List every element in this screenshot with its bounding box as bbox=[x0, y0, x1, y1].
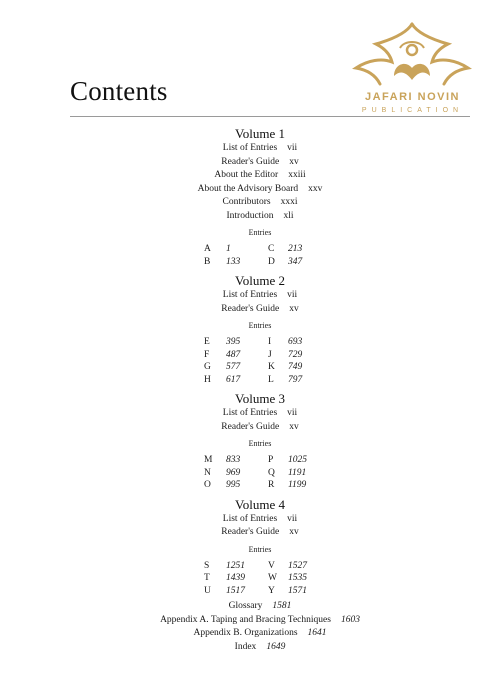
entries-label: Entries bbox=[248, 544, 272, 554]
volume-section bbox=[150, 391, 370, 492]
entries-row bbox=[150, 336, 370, 349]
entry-page: 1527 bbox=[288, 560, 307, 571]
volume-heading: Volume 4 bbox=[235, 496, 285, 512]
entry-letter[interactable]: W bbox=[268, 573, 277, 583]
entry-letter[interactable]: F bbox=[204, 349, 210, 360]
entry-page: 617 bbox=[226, 374, 241, 385]
toc-page: 1641 bbox=[307, 628, 327, 638]
toc-page: 1603 bbox=[340, 614, 360, 625]
entries-label: Entries bbox=[248, 439, 272, 448]
toc-page: xxv bbox=[308, 183, 323, 194]
toc-line[interactable] bbox=[150, 142, 370, 156]
entry-letter[interactable]: L bbox=[268, 374, 274, 385]
entry-page: 213 bbox=[288, 244, 303, 254]
entry-page: 833 bbox=[226, 455, 241, 465]
entries-row bbox=[150, 243, 370, 256]
toc-page: xv bbox=[289, 527, 299, 537]
entry-letter[interactable]: G bbox=[204, 362, 211, 372]
entry-page: 693 bbox=[288, 337, 303, 347]
toc-label: About the Editor bbox=[214, 170, 279, 180]
entry-page: 1439 bbox=[226, 573, 245, 583]
entry-letter[interactable]: U bbox=[204, 585, 211, 596]
toc-line[interactable] bbox=[150, 303, 370, 317]
toc-page: xv bbox=[289, 156, 299, 167]
toc-page: vii bbox=[287, 513, 298, 524]
volume-section bbox=[150, 497, 370, 598]
toc-label: List of Entries bbox=[222, 143, 278, 153]
toc-line[interactable] bbox=[150, 196, 370, 210]
toc-line[interactable] bbox=[150, 641, 370, 655]
entry-page: 1 bbox=[226, 244, 231, 254]
entry-page: 729 bbox=[288, 349, 303, 360]
entry-letter[interactable]: D bbox=[268, 256, 275, 267]
entries-row bbox=[150, 361, 370, 374]
toc-line[interactable] bbox=[150, 513, 370, 527]
entry-letter[interactable]: A bbox=[204, 244, 211, 254]
entry-page: 1571 bbox=[288, 585, 307, 596]
toc-label: About the Advisory Board bbox=[197, 183, 299, 194]
toc-page: vii bbox=[287, 290, 298, 300]
toc-page: 1649 bbox=[266, 641, 286, 652]
toc-line[interactable] bbox=[150, 169, 370, 183]
toc-label: List of Entries bbox=[222, 408, 278, 418]
entry-page: 1199 bbox=[288, 480, 307, 490]
toc-line[interactable] bbox=[150, 526, 370, 540]
entry-page: 995 bbox=[226, 480, 241, 490]
entries-row bbox=[150, 572, 370, 585]
entry-letter[interactable]: H bbox=[204, 374, 211, 385]
toc-line[interactable] bbox=[150, 289, 370, 303]
toc-line[interactable] bbox=[150, 600, 370, 614]
entry-letter[interactable]: N bbox=[204, 467, 211, 478]
entries-row bbox=[150, 256, 370, 269]
entry-letter[interactable]: V bbox=[268, 560, 275, 571]
entry-page: 969 bbox=[226, 467, 241, 478]
toc-label: Glossary bbox=[228, 601, 263, 611]
entry-letter[interactable]: S bbox=[204, 560, 210, 571]
ornament-icon bbox=[350, 18, 475, 93]
entry-page: 133 bbox=[226, 256, 241, 267]
toc-page: xli bbox=[283, 210, 294, 221]
toc-label: Reader's Guide bbox=[221, 303, 280, 314]
entries-grid bbox=[150, 243, 370, 268]
entries-row bbox=[150, 454, 370, 467]
entry-letter[interactable]: Q bbox=[268, 467, 275, 478]
toc-label: Appendix A. Taping and Bracing Techniques bbox=[160, 614, 331, 625]
entry-page: 1535 bbox=[288, 573, 307, 583]
logo-subtitle: PUBLICATION bbox=[361, 107, 464, 114]
entry-letter[interactable]: P bbox=[268, 455, 274, 465]
entry-page: 487 bbox=[226, 349, 241, 360]
entry-page: 749 bbox=[288, 362, 303, 372]
back-matter bbox=[150, 600, 370, 654]
entry-page: 577 bbox=[226, 362, 241, 372]
volume-heading: Volume 3 bbox=[235, 391, 285, 406]
entries-label: Entries bbox=[248, 228, 272, 237]
toc-page: 1581 bbox=[272, 601, 292, 611]
toc-label: Contributors bbox=[222, 197, 271, 207]
toc-line[interactable] bbox=[150, 407, 370, 421]
toc-page: xxiii bbox=[288, 170, 306, 180]
table-of-contents bbox=[150, 126, 370, 654]
volume-section bbox=[150, 273, 370, 386]
toc-page: vii bbox=[287, 408, 298, 418]
entries-grid bbox=[150, 336, 370, 386]
entries-row bbox=[150, 479, 370, 492]
entry-letter[interactable]: M bbox=[204, 455, 213, 465]
entry-page: 1025 bbox=[288, 455, 307, 465]
entry-page: 1517 bbox=[226, 585, 245, 596]
entry-page: 1251 bbox=[226, 560, 245, 571]
toc-label: Reader's Guide bbox=[221, 156, 280, 167]
toc-label: Reader's Guide bbox=[221, 421, 280, 432]
entries-row bbox=[150, 585, 370, 598]
entry-letter[interactable]: R bbox=[268, 480, 275, 490]
entry-letter[interactable]: B bbox=[204, 256, 211, 267]
entries-row bbox=[150, 560, 370, 573]
toc-page: vii bbox=[287, 143, 298, 153]
toc-page: xv bbox=[289, 421, 299, 432]
toc-line[interactable] bbox=[150, 421, 370, 435]
toc-page: xv bbox=[289, 303, 299, 314]
toc-label: List of Entries bbox=[222, 290, 278, 300]
entries-label: Entries bbox=[248, 321, 272, 330]
entry-letter[interactable]: O bbox=[204, 480, 211, 490]
toc-line[interactable] bbox=[150, 183, 370, 197]
publisher-logo bbox=[350, 18, 475, 120]
entries-row bbox=[150, 467, 370, 480]
toc-label: Index bbox=[234, 641, 257, 652]
toc-label: Appendix B. Organizations bbox=[193, 628, 298, 638]
page-title: Contents bbox=[70, 76, 168, 106]
entry-letter[interactable]: J bbox=[268, 349, 272, 360]
entries-grid bbox=[150, 454, 370, 492]
toc-label: Reader's Guide bbox=[221, 527, 280, 537]
toc-page: xxxi bbox=[280, 197, 298, 207]
volume-heading: Volume 2 bbox=[235, 273, 285, 288]
entry-letter[interactable]: E bbox=[204, 337, 210, 347]
toc-line[interactable] bbox=[150, 627, 370, 641]
entry-page: 347 bbox=[288, 256, 303, 267]
toc-label: List of Entries bbox=[222, 513, 278, 524]
entry-page: 797 bbox=[288, 374, 303, 385]
toc-line[interactable] bbox=[150, 156, 370, 170]
entry-letter[interactable]: Y bbox=[268, 585, 275, 596]
entry-letter[interactable]: T bbox=[204, 573, 210, 583]
entry-letter[interactable]: I bbox=[268, 337, 272, 347]
volume-heading: Volume 1 bbox=[235, 126, 285, 141]
entry-letter[interactable]: C bbox=[268, 244, 275, 254]
entries-row bbox=[150, 374, 370, 387]
volume-section bbox=[150, 126, 370, 268]
entry-page: 395 bbox=[226, 337, 241, 347]
toc-label: Introduction bbox=[226, 210, 274, 221]
toc-line[interactable] bbox=[150, 614, 370, 628]
toc-line[interactable] bbox=[150, 210, 370, 224]
entries-row bbox=[150, 349, 370, 362]
entries-grid bbox=[150, 560, 370, 598]
entry-page: 1191 bbox=[288, 467, 307, 478]
entry-letter[interactable]: K bbox=[268, 362, 275, 372]
logo-name: JAFARI NOVIN bbox=[364, 91, 460, 103]
